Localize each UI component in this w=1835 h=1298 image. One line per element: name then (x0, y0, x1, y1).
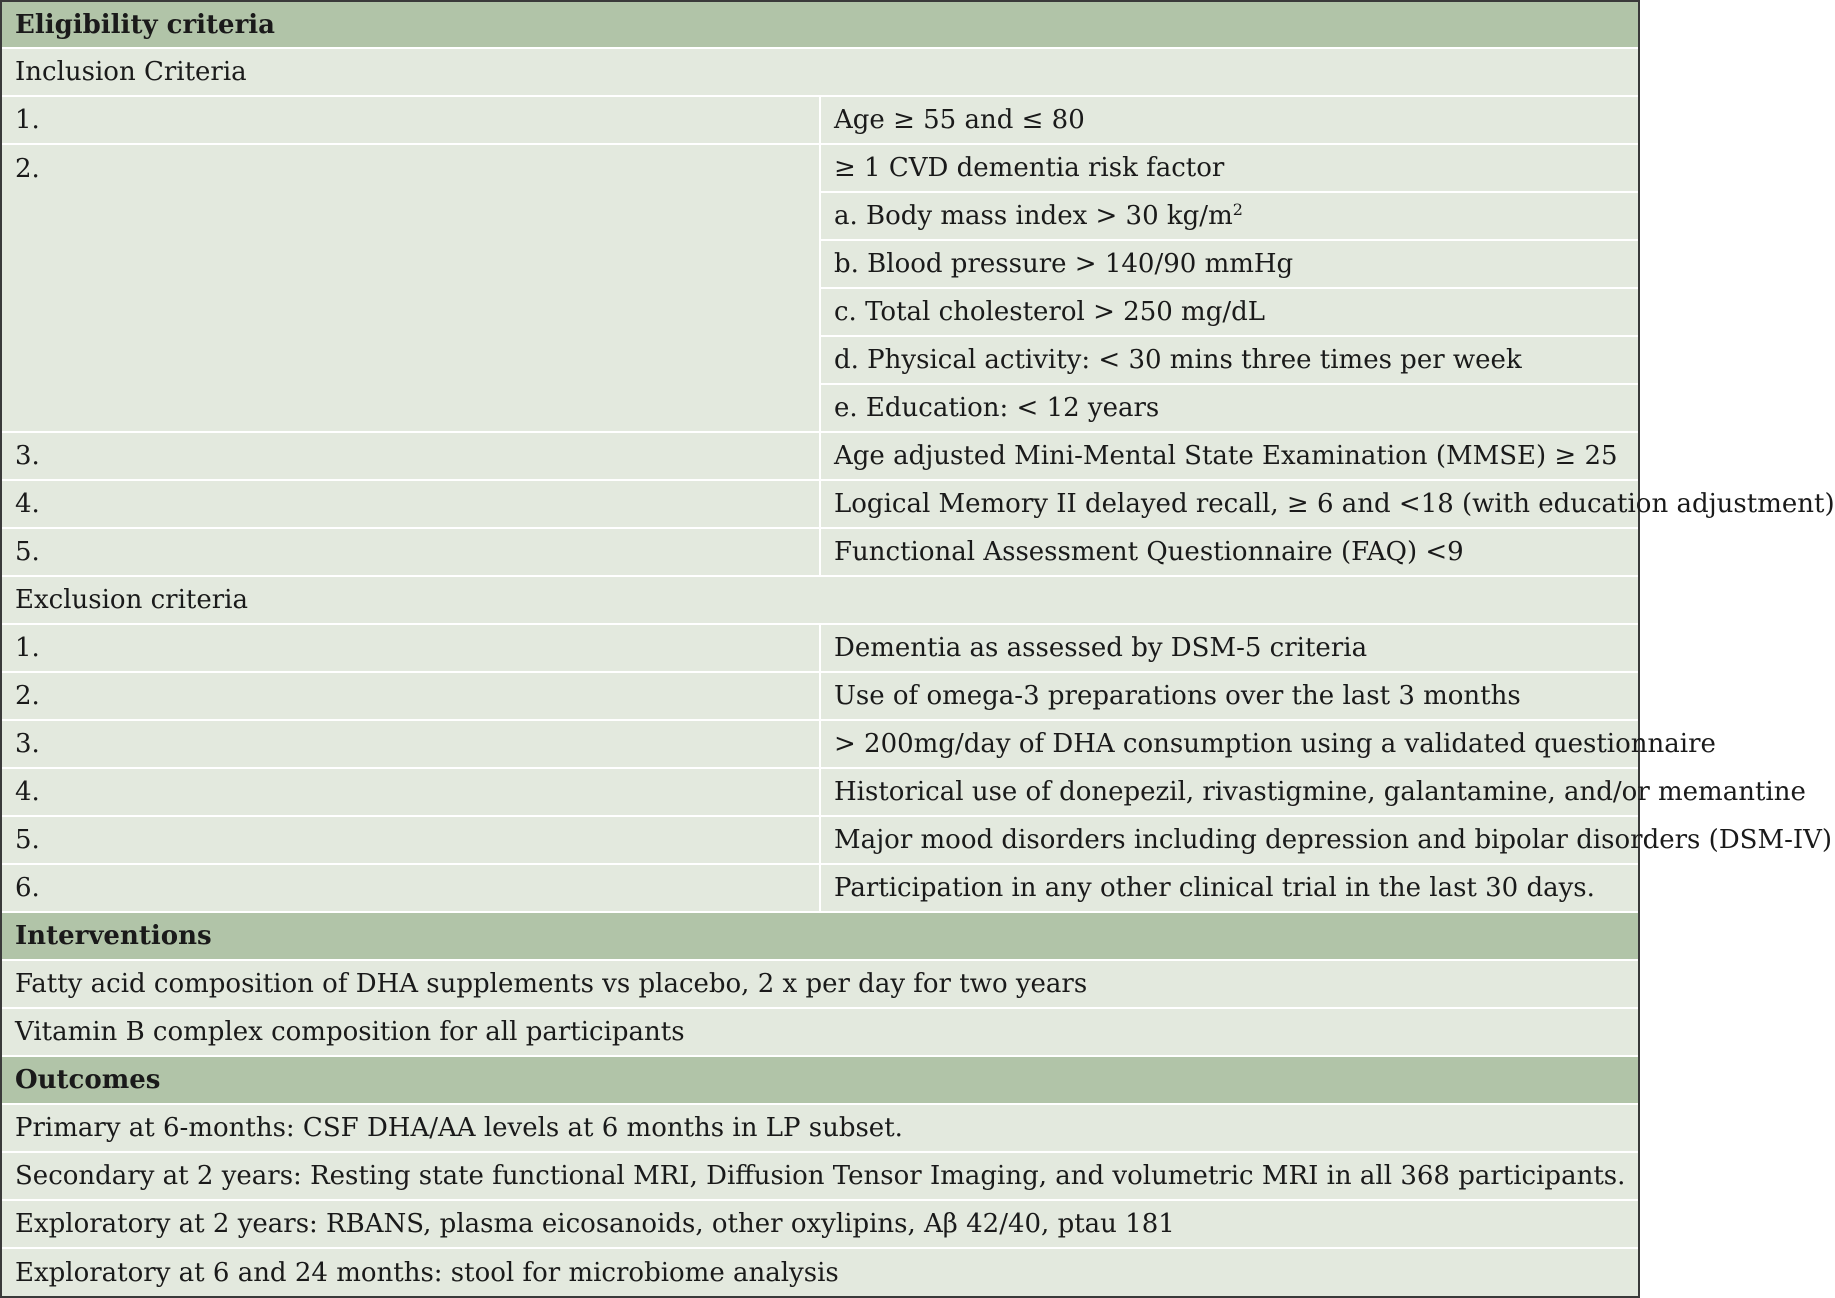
table-row (2, 144, 1638, 192)
section-header-interventions (2, 912, 1638, 960)
risk-factor-a-text: a. Body mass index > 30 kg/m (834, 201, 1233, 231)
item-text: Participation in any other clinical trial in the last 30 days. (820, 864, 1638, 912)
table-row (2, 192, 1638, 240)
exclusion-heading-row (2, 576, 1638, 624)
interventions-title: Interventions (2, 912, 1638, 960)
item-number: 1. (2, 624, 820, 672)
table-row (2, 1152, 1638, 1200)
table-row (2, 384, 1638, 432)
table-row (2, 624, 1638, 672)
table-row (2, 1104, 1638, 1152)
item-number: 2. (2, 144, 820, 192)
inclusion-heading-row (2, 48, 1638, 96)
criteria-table (2, 2, 1835, 1296)
item-text: Historical use of donepezil, rivastigmine, galantamine, and/or memantine (820, 768, 1638, 816)
intervention-text: Vitamin B complex composition for all participants (2, 1008, 1638, 1056)
item-number: 3. (2, 720, 820, 768)
item-number: 1. (2, 96, 820, 144)
item-text: Age ≥ 55 and ≤ 80 (820, 96, 1638, 144)
table-row (2, 720, 1638, 768)
risk-factor-b: b. Blood pressure > 140/90 mmHg (820, 240, 1638, 288)
section-header-eligibility (2, 2, 1638, 48)
item-text: ≥ 1 CVD dementia risk factor (820, 144, 1638, 192)
section-header-outcomes (2, 1056, 1638, 1104)
table-row (2, 960, 1638, 1008)
outcome-text: Exploratory at 6 and 24 months: stool for microbiome analysis (2, 1248, 1638, 1296)
blank-cell (2, 384, 820, 432)
item-text: Logical Memory II delayed recall, ≥ 6 and <18 (with education adjustment) (820, 480, 1638, 528)
eligibility-title: Eligibility criteria (2, 2, 1638, 48)
item-text: > 200mg/day of DHA consumption using a validated questionnaire (820, 720, 1638, 768)
item-number: 6. (2, 864, 820, 912)
table-row (2, 96, 1638, 144)
table-row (2, 336, 1638, 384)
table-row (2, 768, 1638, 816)
risk-factor-c: c. Total cholesterol > 250 mg/dL (820, 288, 1638, 336)
item-number: 4. (2, 480, 820, 528)
item-text: Functional Assessment Questionnaire (FAQ) <9 (820, 528, 1638, 576)
table-row (2, 480, 1638, 528)
table-row (2, 528, 1638, 576)
item-number: 2. (2, 672, 820, 720)
intervention-text: Fatty acid composition of DHA supplements vs placebo, 2 x per day for two years (2, 960, 1638, 1008)
item-text: Major mood disorders including depression and bipolar disorders (DSM-IV) (820, 816, 1638, 864)
outcome-text: Secondary at 2 years: Resting state functional MRI, Diffusion Tensor Imaging, and volumetric MRI in all 368 participants. (2, 1152, 1638, 1200)
risk-factor-d: d. Physical activity: < 30 mins three times per week (820, 336, 1638, 384)
outcome-text: Primary at 6-months: CSF DHA/AA levels at 6 months in LP subset. (2, 1104, 1638, 1152)
table-row (2, 672, 1638, 720)
blank-cell (2, 240, 820, 288)
outcome-text: Exploratory at 2 years: RBANS, plasma eicosanoids, other oxylipins, Aβ 42/40, ptau 181 (2, 1200, 1638, 1248)
superscript: 2 (1232, 200, 1243, 219)
outcomes-title: Outcomes (2, 1056, 1638, 1104)
table-row (2, 864, 1638, 912)
table-row (2, 288, 1638, 336)
blank-cell (2, 192, 820, 240)
item-text: Dementia as assessed by DSM-5 criteria (820, 624, 1638, 672)
item-number: 5. (2, 528, 820, 576)
table-row (2, 240, 1638, 288)
item-number: 3. (2, 432, 820, 480)
item-number: 5. (2, 816, 820, 864)
table-row (2, 1200, 1638, 1248)
table-row (2, 1008, 1638, 1056)
item-text: Age adjusted Mini-Mental State Examination (MMSE) ≥ 25 (820, 432, 1638, 480)
blank-cell (2, 288, 820, 336)
inclusion-title: Inclusion Criteria (2, 48, 1638, 96)
blank-cell (2, 336, 820, 384)
risk-factor-a (820, 192, 1638, 240)
table-row (2, 1248, 1638, 1296)
table-row (2, 816, 1638, 864)
exclusion-title: Exclusion criteria (2, 576, 1638, 624)
item-text: Use of omega-3 preparations over the last 3 months (820, 672, 1638, 720)
risk-factor-e: e. Education: < 12 years (820, 384, 1638, 432)
item-number: 4. (2, 768, 820, 816)
table-row (2, 432, 1638, 480)
